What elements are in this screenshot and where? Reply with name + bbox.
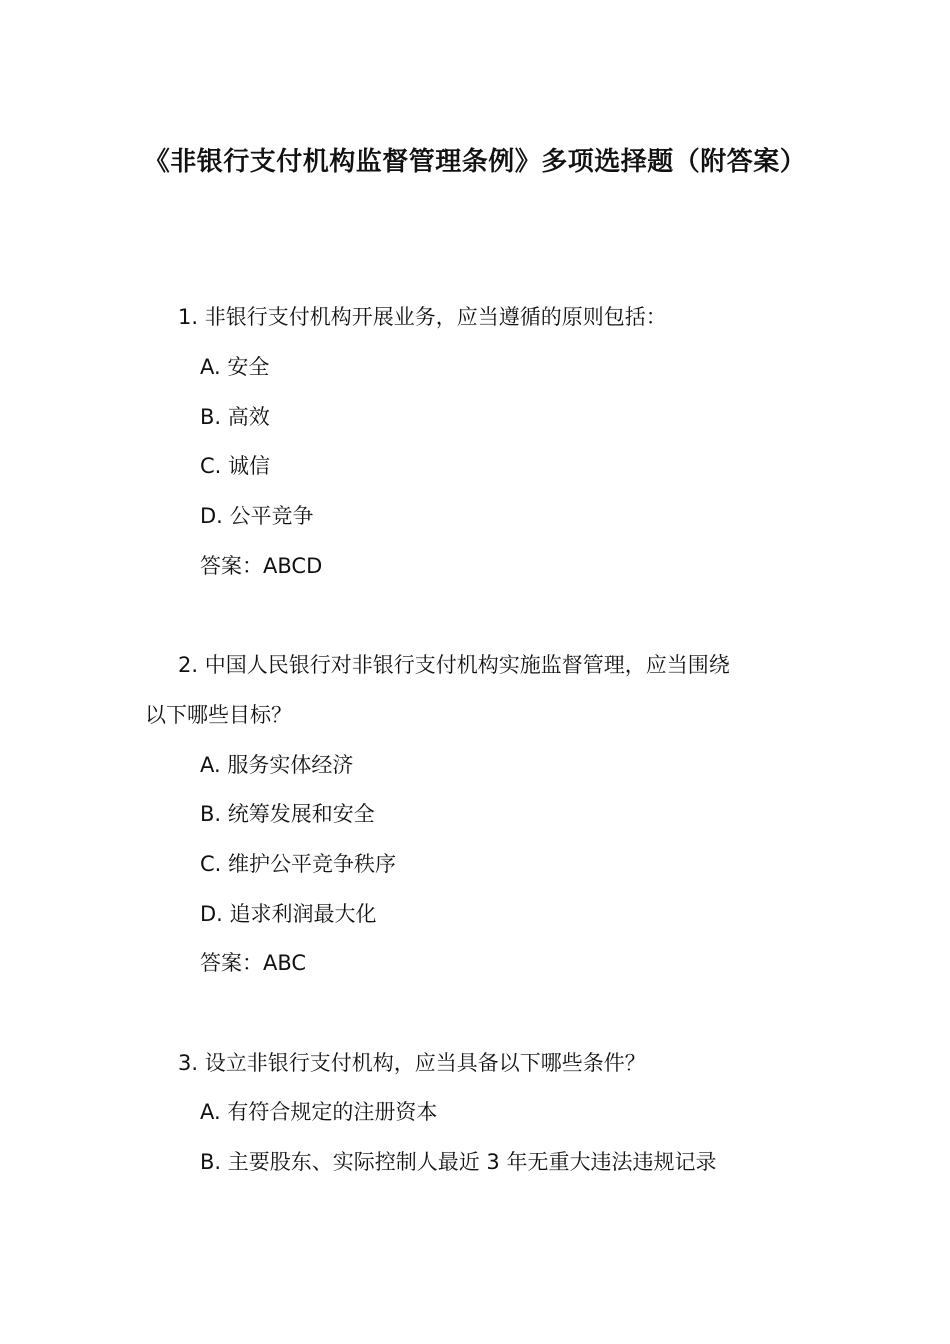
question-3-option-a: A. 有符合规定的注册资本 [200, 1100, 438, 1124]
question-1-stem: 1. 非银行支付机构开展业务，应当遵循的原则包括： [178, 305, 667, 329]
question-3-option-b: B. 主要股东、实际控制人最近 3 年无重大违法违规记录 [200, 1150, 717, 1174]
document-title: 《非银行支付机构监督管理条例》多项选择题（附答案） [143, 147, 807, 177]
question-2-option-a: A. 服务实体经济 [200, 753, 354, 777]
question-2-stem-continued: 以下哪些目标？ [145, 703, 292, 727]
question-2-option-c: C. 维护公平竞争秩序 [200, 852, 397, 876]
question-1-option-d: D. 公平竞争 [200, 504, 314, 528]
question-2-option-b: B. 统筹发展和安全 [200, 802, 375, 826]
question-1-option-c: C. 诚信 [200, 454, 271, 478]
question-1-option-b: B. 高效 [200, 405, 270, 429]
question-1-answer: 答案：ABCD [200, 554, 323, 578]
question-2-option-d: D. 追求利润最大化 [200, 902, 377, 926]
question-2-answer: 答案：ABC [200, 951, 307, 975]
question-1-option-a: A. 安全 [200, 355, 270, 379]
question-3-stem: 3. 设立非银行支付机构，应当具备以下哪些条件？ [178, 1051, 646, 1075]
question-2-stem: 2. 中国人民银行对非银行支付机构实施监督管理，应当围绕 [178, 653, 730, 677]
